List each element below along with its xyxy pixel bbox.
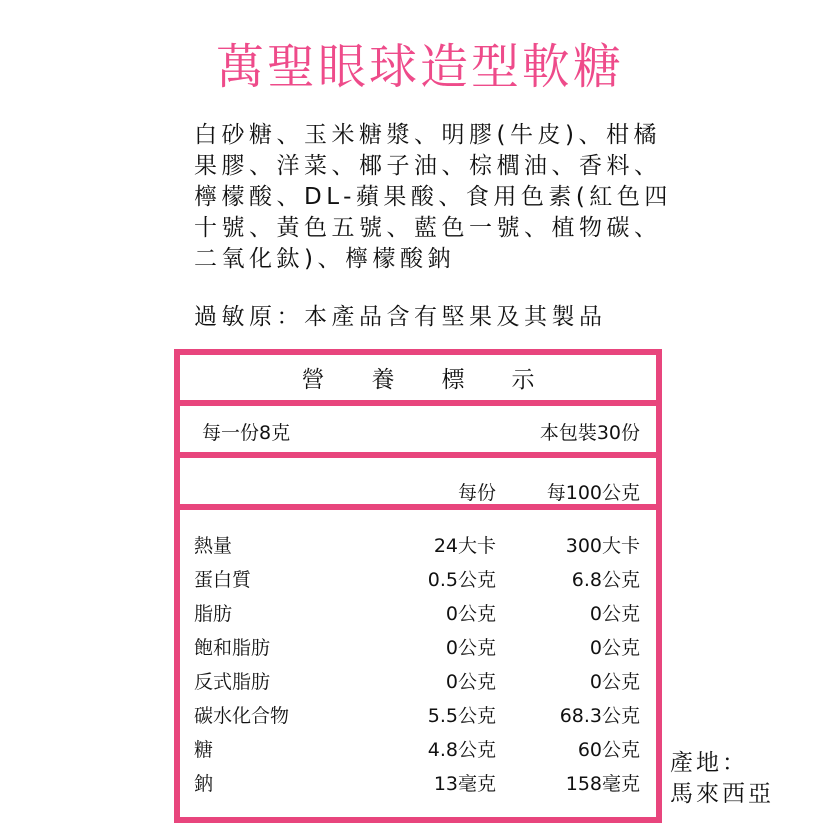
nutrient-row bbox=[180, 663, 656, 697]
serving-size: 每一份8克 bbox=[202, 422, 291, 444]
nutrient-name: 蛋白質 bbox=[194, 569, 252, 591]
nutrient-row bbox=[180, 731, 656, 765]
nutrient-per-100g: 68.3公克 bbox=[559, 705, 640, 727]
nutrient-per-100g: 60公克 bbox=[577, 739, 640, 761]
nutrient-row bbox=[180, 527, 656, 561]
nutrient-per-serving: 0公克 bbox=[445, 603, 496, 625]
nutrient-name: 糖 bbox=[194, 739, 214, 761]
nutrient-row bbox=[180, 595, 656, 629]
nutrient-name: 熱量 bbox=[194, 535, 233, 557]
nutrient-per-100g: 158毫克 bbox=[565, 773, 640, 795]
nutrition-header-char: 示 bbox=[511, 367, 535, 393]
nutrient-per-serving: 0公克 bbox=[445, 671, 496, 693]
nutrient-per-serving: 0.5公克 bbox=[427, 569, 496, 591]
serving-info-row bbox=[180, 406, 656, 458]
nutrient-row bbox=[180, 561, 656, 595]
nutrition-header-char: 營 bbox=[301, 367, 325, 393]
nutrient-name: 碳水化合物 bbox=[194, 705, 290, 727]
servings-per-pack: 本包裝30份 bbox=[539, 422, 640, 444]
nutrition-header-char: 標 bbox=[441, 367, 465, 393]
nutrient-per-serving: 13毫克 bbox=[433, 773, 496, 795]
nutrient-name: 鈉 bbox=[194, 773, 214, 795]
nutrient-name: 反式脂肪 bbox=[194, 671, 271, 693]
nutrient-row bbox=[180, 629, 656, 663]
column-header-row bbox=[180, 458, 656, 510]
nutrient-name: 飽和脂肪 bbox=[194, 637, 271, 659]
nutrient-per-serving: 4.8公克 bbox=[427, 739, 496, 761]
nutrient-row bbox=[180, 697, 656, 731]
origin-info bbox=[670, 748, 774, 810]
ingredients-text: 白砂糖、玉米糖漿、明膠(牛皮)、柑橘果膠、洋菜、椰子油、棕櫚油、香料、檸檬酸、DL-蘋果酸、食用色素(紅色四十號、黃色五號、藍色一號、植物碳、二氧化鈦)、檸檬酸鈉 bbox=[194, 122, 672, 272]
origin-label: 產地： bbox=[670, 750, 748, 776]
nutrient-per-100g: 0公克 bbox=[589, 637, 640, 659]
nutrient-per-serving: 0公克 bbox=[445, 637, 496, 659]
nutrient-per-serving: 24大卡 bbox=[433, 535, 496, 557]
nutrition-header-char: 養 bbox=[371, 367, 395, 393]
nutrient-list bbox=[180, 527, 656, 799]
nutrient-per-100g: 0公克 bbox=[589, 603, 640, 625]
nutrient-row bbox=[180, 765, 656, 799]
allergen-text: 過敏原：本產品含有堅果及其製品 bbox=[194, 304, 607, 330]
col-per-100g: 每100公克 bbox=[546, 482, 640, 504]
nutrient-name: 脂肪 bbox=[194, 603, 233, 625]
nutrient-per-100g: 0公克 bbox=[589, 671, 640, 693]
nutrient-per-100g: 300大卡 bbox=[565, 535, 640, 557]
nutrient-per-100g: 6.8公克 bbox=[571, 569, 640, 591]
nutrition-facts-panel bbox=[174, 349, 662, 823]
col-per-serving: 每份 bbox=[457, 482, 496, 504]
origin-value: 馬來西亞 bbox=[670, 781, 774, 807]
product-title: 萬聖眼球造型軟糖 bbox=[215, 39, 624, 95]
nutrition-header bbox=[180, 355, 656, 406]
nutrient-per-serving: 5.5公克 bbox=[427, 705, 496, 727]
